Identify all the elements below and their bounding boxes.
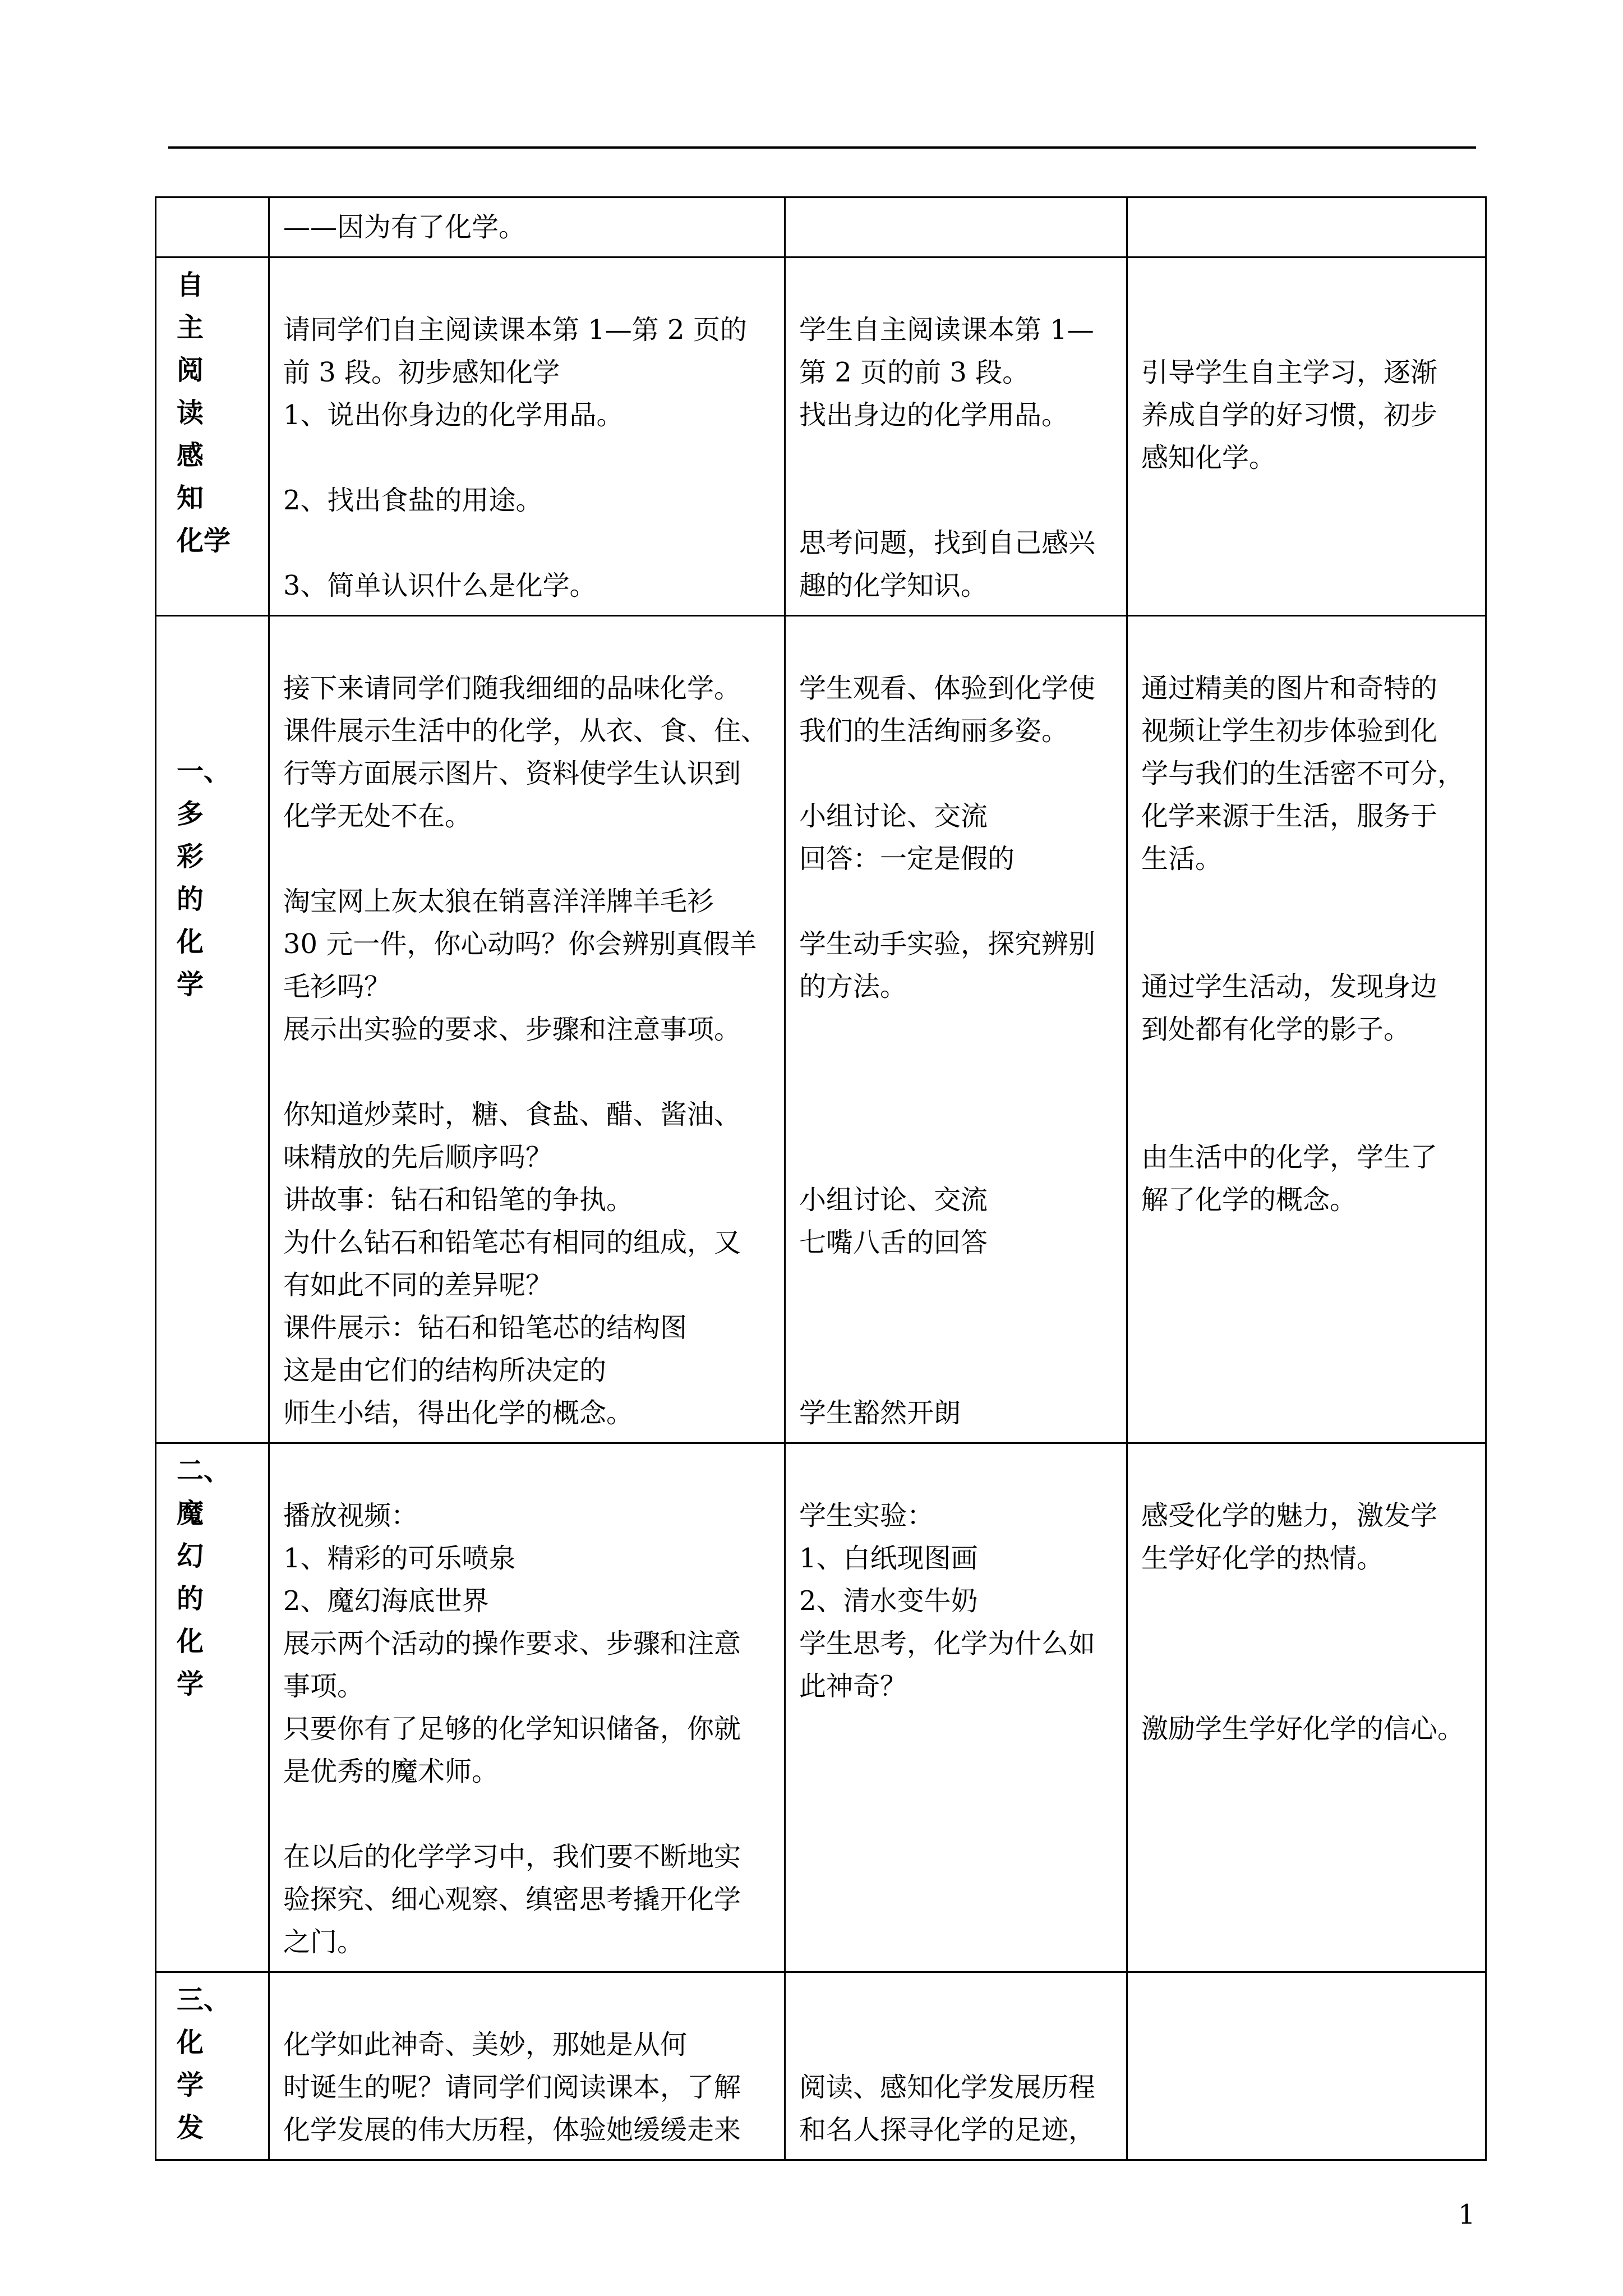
- section-title-line: 化学: [177, 525, 231, 556]
- cell-text-line: [1141, 923, 1472, 965]
- section-title-line: 三、: [177, 1984, 231, 2016]
- cell-text-line: 是优秀的魔术师。: [283, 1756, 499, 1787]
- section-title-line: 二、: [177, 1455, 231, 1487]
- section-title-line: [177, 349, 233, 434]
- cell-text-line: 播放视频：: [283, 1500, 418, 1531]
- cell-text-line: 学生实验：: [799, 1500, 934, 1531]
- cell-text-line: 只要你有了足够的化学知识储备，你就: [283, 1713, 741, 1745]
- cell-text-line: 在以后的化学学习中，我们要不断地实: [283, 1841, 741, 1872]
- cell-text-line: [283, 522, 771, 564]
- section-title-char: 阅: [177, 355, 204, 386]
- section-title-line: 发: [177, 2112, 204, 2143]
- cell-text-line: 展示出实验的要求、步骤和注意事项。: [283, 1014, 741, 1045]
- cell-text-line: 引导学生自主学习，逐渐: [1141, 357, 1438, 388]
- cell-text-line: 由生活中的化学，学生了: [1141, 1142, 1438, 1173]
- cell-text-line: [799, 2023, 1113, 2066]
- design-intent-cell: [1127, 257, 1486, 616]
- cell-text-line: [799, 436, 1113, 479]
- cell-text-line: [1141, 1622, 1472, 1665]
- cell-text-line: 毛衫吗？: [283, 971, 391, 1002]
- section-title-cell: [156, 616, 269, 1443]
- cell-text-line: [283, 1793, 771, 1835]
- cell-text-line: 激励学生学好化学的信心。: [1141, 1713, 1465, 1745]
- cell-text-line: 请同学们自主阅读课本第 1—第 2 页的: [283, 314, 747, 346]
- cell-text-line: 验探究、细心观察、缜密思考撬开化学: [283, 1884, 741, 1915]
- cell-text-line: 解了化学的概念。: [1141, 1184, 1357, 1216]
- cell-text-line: 课件展示生活中的化学，从衣、食、住、: [283, 715, 768, 747]
- cell-text-line: 视频让学生初步体验到化: [1141, 715, 1438, 747]
- cell-text-line: 淘宝网上灰太狼在销喜洋洋牌羊毛衫: [283, 886, 714, 917]
- cell-text-line: [283, 266, 771, 309]
- cell-text-line: [283, 1452, 771, 1494]
- design-intent-cell: [1127, 1972, 1486, 2160]
- section-title-line: [177, 665, 261, 707]
- cell-text-line: 趣的化学知识。: [799, 570, 988, 601]
- section-title-cell: [156, 1443, 269, 1972]
- cell-text-line: 事项。: [283, 1671, 365, 1702]
- cell-text-line: [1141, 1093, 1472, 1136]
- cell-text-line: 化学来源于生活，服务于: [1141, 800, 1438, 832]
- section-title-line: [177, 434, 233, 519]
- cell-text-line: [283, 1051, 771, 1093]
- cell-text-line: [799, 752, 1113, 795]
- teacher-activity-cell: [269, 257, 785, 616]
- cell-text-line: 时诞生的呢？请同学们阅读课本，了解: [283, 2072, 741, 2103]
- table-row: [156, 616, 1486, 1443]
- cell-text-line: 展示两个活动的操作要求、步骤和注意: [283, 1628, 741, 1659]
- cell-text-line: 之门。: [283, 1926, 365, 1958]
- cell-text-line: [1141, 1051, 1472, 1093]
- section-title-line: [177, 707, 261, 750]
- cell-text-line: 学生豁然开朗: [799, 1397, 961, 1429]
- section-title-line: 幻: [177, 1540, 204, 1572]
- cell-text-line: 为什么钻石和铅笔芯有相同的组成，又: [283, 1227, 741, 1258]
- cell-text-line: 通过学生活动，发现身边: [1141, 971, 1438, 1002]
- cell-text-line: [799, 1136, 1113, 1179]
- cell-text-line: 前 3 段。初步感知化学: [283, 357, 560, 388]
- cell-text-line: 七嘴八舌的回答: [799, 1227, 988, 1258]
- cell-text-line: [283, 838, 771, 880]
- cell-text-line: 讲故事：钻石和铅笔的争执。: [283, 1184, 634, 1216]
- cell-text-line: [1141, 1580, 1472, 1622]
- cell-text-line: 学生自主阅读课本第 1—: [799, 314, 1094, 346]
- cell-text-line: 我们的生活绚丽多姿。: [799, 715, 1069, 747]
- cell-text-line: 学生观看、体验到化学使: [799, 673, 1096, 704]
- cell-text-line: 化学发展的伟大历程，体验她缓缓走来: [283, 2114, 741, 2146]
- section-title-line: 的: [177, 1583, 204, 1614]
- cell-text-line: [799, 266, 1113, 309]
- section-title-char: 感: [177, 440, 204, 471]
- cell-text-line: 30 元一件，你心动吗？你会辨别真假羊: [283, 928, 757, 960]
- section-title-line: 魔: [177, 1498, 204, 1529]
- cell-text-line: 3、简单认识什么是化学。: [283, 570, 597, 601]
- cell-text-line: 生活。: [1141, 843, 1223, 875]
- student-activity-cell: [785, 197, 1127, 257]
- cell-text-line: 课件展示：钻石和铅笔芯的结构图: [283, 1312, 688, 1343]
- cell-text-line: [799, 1452, 1113, 1494]
- section-title-char: 主: [177, 312, 204, 343]
- cell-text-line: [799, 1051, 1113, 1093]
- cell-text-line: [799, 1264, 1113, 1306]
- cell-text-line: 你知道炒菜时，糖、食盐、醋、酱油、: [283, 1099, 741, 1130]
- cell-text-line: ——因为有了化学。: [283, 211, 526, 243]
- section-title-line: 彩: [177, 841, 204, 872]
- cell-text-line: [1141, 880, 1472, 923]
- cell-text-line: 感知化学。: [1141, 442, 1276, 473]
- cell-text-line: 化学无处不在。: [283, 800, 472, 832]
- cell-text-line: 回答：一定是假的: [799, 843, 1015, 875]
- student-activity-cell: [785, 257, 1127, 616]
- section-title-char: 读: [177, 397, 204, 429]
- section-title-line: [177, 622, 261, 665]
- section-title-cell: [156, 257, 269, 616]
- page-number: 1: [1458, 2199, 1476, 2230]
- cell-text-line: 第 2 页的前 3 段。: [799, 357, 1030, 388]
- cell-text-line: 找出身边的化学用品。: [799, 399, 1069, 431]
- design-intent-cell: [1127, 616, 1486, 1443]
- section-title-line: 化: [177, 926, 204, 958]
- section-title-cell: [156, 1972, 269, 2160]
- cell-text-line: [283, 1981, 771, 2023]
- cell-text-line: [799, 479, 1113, 522]
- teacher-activity-cell: [269, 1972, 785, 2160]
- cell-text-line: [799, 880, 1113, 923]
- section-title-char: 自: [177, 269, 204, 301]
- section-title-cell: [156, 197, 269, 257]
- cell-text-line: 味精放的先后顺序吗？: [283, 1142, 553, 1173]
- cell-text-line: 2、找出食盐的用途。: [283, 485, 543, 516]
- cell-text-line: 学与我们的生活密不可分，: [1141, 758, 1465, 789]
- cell-text-line: [1141, 624, 1472, 667]
- header-rule: [168, 146, 1476, 149]
- cell-text-line: 此神奇？: [799, 1671, 907, 1702]
- section-title-line: 学: [177, 969, 204, 1000]
- cell-text-line: [1141, 266, 1472, 309]
- teacher-activity-cell: [269, 616, 785, 1443]
- cell-text-line: 和名人探寻化学的足迹，: [799, 2114, 1096, 2146]
- cell-text-line: 生学好化学的热情。: [1141, 1543, 1384, 1574]
- design-intent-cell: [1127, 197, 1486, 257]
- table-row: [156, 257, 1486, 616]
- table-row: [156, 1443, 1486, 1972]
- cell-text-line: 师生小结，得出化学的概念。: [283, 1397, 634, 1429]
- cell-text-line: [799, 624, 1113, 667]
- section-title-line: 化: [177, 1626, 204, 1657]
- cell-text-line: 这是由它们的结构所决定的: [283, 1355, 607, 1386]
- cell-text-line: 2、魔幻海底世界: [283, 1585, 489, 1617]
- cell-text-line: 1、白纸现图画: [799, 1543, 978, 1574]
- design-intent-cell: [1127, 1443, 1486, 1972]
- cell-text-line: [799, 1093, 1113, 1136]
- section-title-line: 学: [177, 1668, 204, 1700]
- student-activity-cell: [785, 1972, 1127, 2160]
- cell-text-line: [799, 1008, 1113, 1051]
- table-row: [156, 1972, 1486, 2160]
- cell-text-line: [283, 436, 771, 479]
- section-title-line: 的: [177, 884, 204, 915]
- cell-text-line: [1141, 1452, 1472, 1494]
- cell-text-line: 养成自学的好习惯，初步: [1141, 399, 1438, 431]
- teacher-activity-cell: [269, 1443, 785, 1972]
- cell-text-line: 感受化学的魅力，激发学: [1141, 1500, 1438, 1531]
- cell-text-line: [799, 1306, 1113, 1349]
- cell-text-line: 学生思考，化学为什么如: [799, 1628, 1096, 1659]
- cell-text-line: 学生动手实验，探究辨别: [799, 928, 1096, 960]
- table-row: [156, 197, 1486, 257]
- student-activity-cell: [785, 1443, 1127, 1972]
- cell-text-line: 行等方面展示图片、资料使学生认识到: [283, 758, 741, 789]
- cell-text-line: [283, 624, 771, 667]
- student-activity-cell: [785, 616, 1127, 1443]
- cell-text-line: 1、精彩的可乐喷泉: [283, 1543, 516, 1574]
- teacher-activity-cell: [269, 197, 785, 257]
- cell-text-line: 有如此不同的差异呢？: [283, 1269, 553, 1301]
- cell-text-line: 1、说出你身边的化学用品。: [283, 399, 624, 431]
- section-title-char: 知: [177, 482, 204, 514]
- cell-text-line: [1141, 1665, 1472, 1708]
- cell-text-line: 到处都有化学的影子。: [1141, 1014, 1411, 1045]
- section-title-line: 学: [177, 2069, 204, 2101]
- section-title-line: 化: [177, 2027, 204, 2058]
- cell-text-line: 化学如此神奇、美妙，那她是从何: [283, 2029, 688, 2060]
- cell-text-line: [799, 1349, 1113, 1392]
- cell-text-line: 阅读、感知化学发展历程: [799, 2072, 1096, 2103]
- cell-text-line: 小组讨论、交流: [799, 1184, 988, 1216]
- cell-text-line: 的方法。: [799, 971, 907, 1002]
- lesson-plan-table: [155, 196, 1487, 2161]
- section-title-line: 多: [177, 798, 204, 830]
- cell-text-line: 通过精美的图片和奇特的: [1141, 673, 1438, 704]
- cell-text-line: 思考问题，找到自己感兴: [799, 527, 1096, 559]
- section-title-line: 一、: [177, 756, 231, 787]
- cell-text-line: 2、清水变牛奶: [799, 1585, 978, 1617]
- section-title-line: [177, 264, 233, 349]
- cell-text-line: [799, 1981, 1113, 2023]
- cell-text-line: [1141, 309, 1472, 351]
- cell-text-line: 接下来请同学们随我细细的品味化学。: [283, 673, 741, 704]
- cell-text-line: 小组讨论、交流: [799, 800, 988, 832]
